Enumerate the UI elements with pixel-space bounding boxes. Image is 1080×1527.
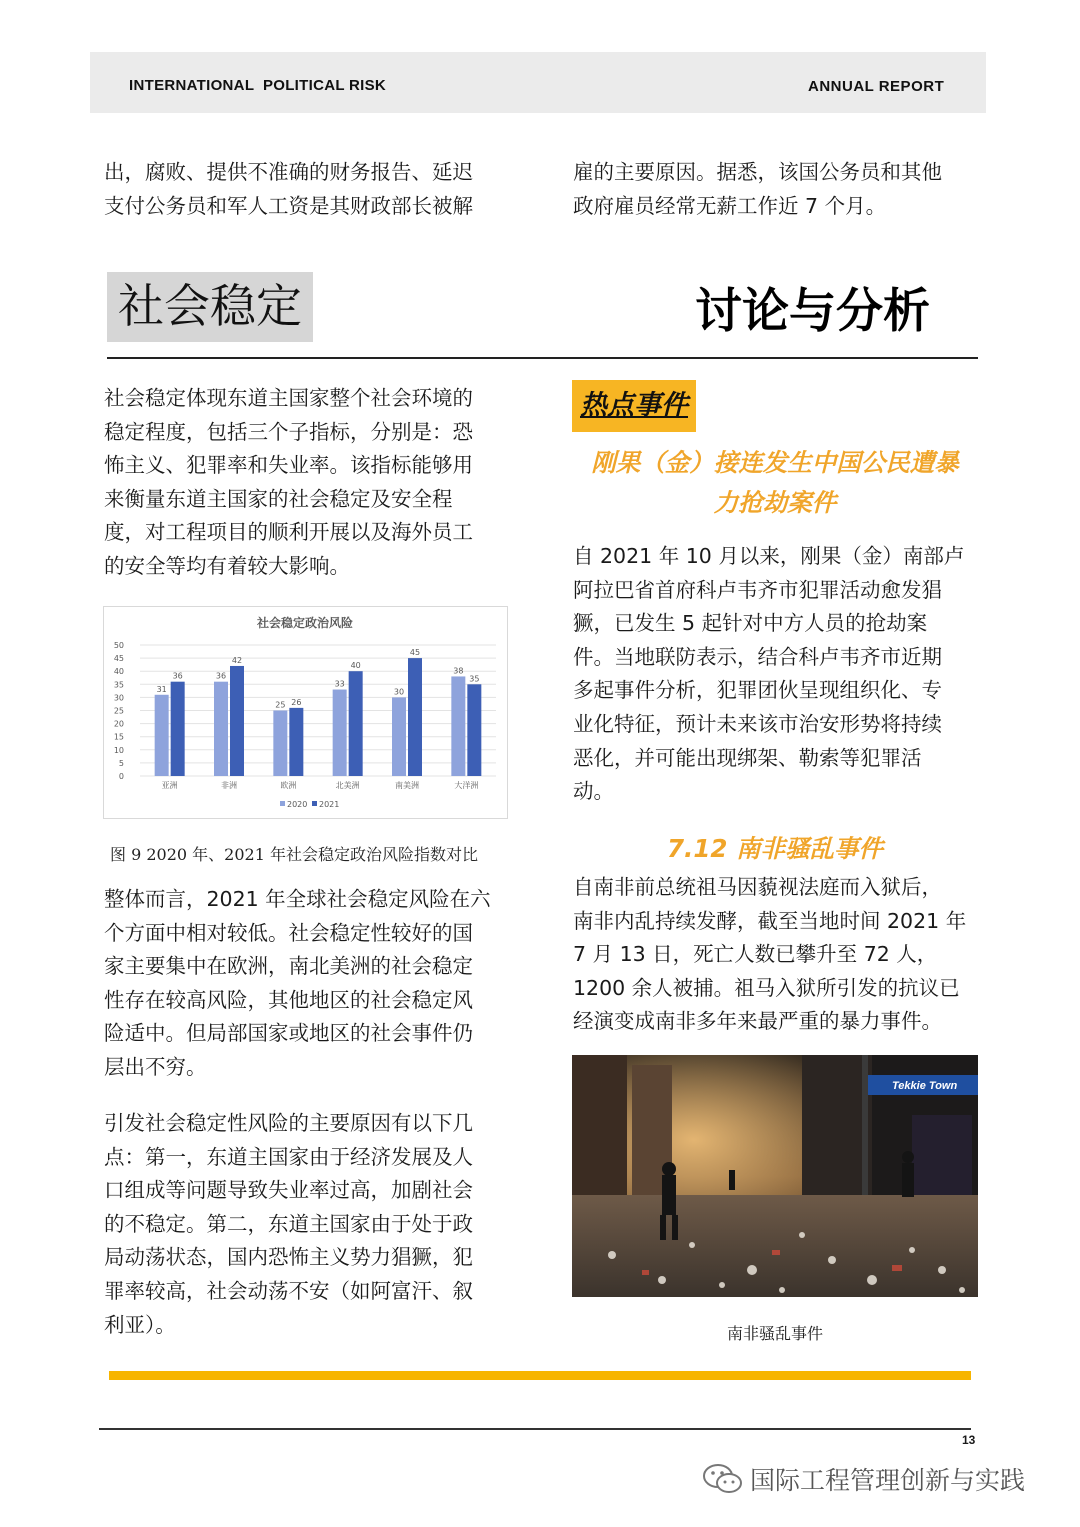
- data-label: 42: [231, 655, 243, 665]
- data-label: 40: [350, 661, 361, 671]
- data-label: 25: [275, 700, 286, 710]
- text-line: 局动荡状态，国内恐怖主义势力猖獗，犯: [104, 1245, 473, 1270]
- text-line: 点：第一，东道主国家由于经济发展及人: [104, 1144, 473, 1169]
- y-tick-label: 15: [113, 732, 124, 742]
- text-line: 南非内乱持续发酵，截至当地时间 2021 年: [573, 908, 967, 933]
- text-line: 来衡量东道主国家的社会稳定及安全程: [104, 486, 453, 511]
- y-tick-label: 50: [113, 641, 124, 650]
- data-label: 38: [453, 666, 464, 676]
- data-label: 33: [334, 679, 345, 689]
- text-line: 罪率较高，社会动荡不安（如阿富汗、叙: [104, 1278, 473, 1303]
- text-line: 家主要集中在欧洲，南北美洲的社会稳定: [104, 954, 473, 979]
- text-line: 自 2021 年 10 月以来，刚果（金）南部卢: [573, 544, 965, 568]
- text-line: 1200 余人被捕。祖马入狱所引发的抗议已: [573, 975, 960, 1000]
- accent-bar: [109, 1371, 971, 1380]
- event1-paragraph: [573, 540, 978, 809]
- figure-caption: 图 9 2020 年、2021 年社会稳定政治风险指数对比: [110, 845, 478, 864]
- x-tick-label: 非洲: [221, 781, 237, 790]
- text-line: 的不稳定。第二，东道主国家由于处于政: [104, 1211, 473, 1236]
- text-line: 口组成等问题导致失业率过高，加剧社会: [104, 1178, 473, 1203]
- wechat-icon: [702, 1462, 744, 1500]
- data-label: 36: [215, 671, 227, 681]
- riot-photo: [572, 1055, 978, 1297]
- shop-sign-text: Tekkie Town: [892, 1080, 958, 1092]
- report-type-title: ANNUAL REPORT: [808, 78, 945, 95]
- y-tick-label: 5: [118, 758, 124, 768]
- text-line: 政府雇员经常无薪工作近 7 个月。: [573, 193, 887, 218]
- legend-swatch: [312, 801, 317, 806]
- section-divider: [107, 357, 978, 359]
- chart-title: 社会稳定政治风险: [256, 616, 354, 630]
- y-tick-label: 10: [113, 745, 124, 755]
- bar-chart: [104, 607, 507, 818]
- x-tick-label: 南美洲: [395, 781, 419, 790]
- legend-label: 2020: [287, 800, 308, 809]
- text-line: 层出不穷。: [104, 1054, 207, 1079]
- text-line: 整体而言，2021 年全球社会稳定风险在六: [104, 887, 491, 911]
- bar-2020: [392, 697, 406, 776]
- text-line: 阿拉巴省首府科卢韦齐市犯罪活动愈发猖: [573, 577, 942, 602]
- text-line: 雇的主要原因。据悉，该国公务员和其他: [573, 160, 942, 184]
- y-tick-label: 40: [113, 667, 124, 677]
- text-line: 险适中。但局部国家或地区的社会事件仍: [104, 1021, 473, 1046]
- bar-2021: [467, 684, 481, 776]
- intro-paragraph: [104, 382, 506, 584]
- x-tick-label: 欧洲: [280, 781, 297, 790]
- y-tick-label: 20: [113, 719, 124, 729]
- data-label: 35: [469, 674, 480, 684]
- text-line: 业化特征，预计未来该市治安形势将持续: [573, 711, 942, 736]
- bar-2020: [333, 690, 347, 776]
- text-line: 社会稳定体现东道主国家整个社会环境的: [104, 386, 473, 410]
- text-line: 性存在较高风险，其他地区的社会稳定风: [104, 987, 473, 1012]
- y-tick-label: 0: [118, 772, 124, 781]
- footer-rule: [99, 1428, 971, 1430]
- bar-2021: [289, 708, 303, 776]
- x-tick-label: 大洋洲: [454, 781, 479, 790]
- text-line: 怖主义、犯罪率和失业率。该指标能够用: [104, 453, 473, 478]
- photo-caption: 南非骚乱事件: [726, 1324, 823, 1343]
- text-line: 獗，已发生 5 起针对中方人员的抢劫案: [573, 611, 928, 636]
- section-title: 社会稳定: [118, 279, 302, 333]
- text-line: 7 月 13 日，死亡人数已攀升至 72 人，: [573, 942, 938, 967]
- bar-2020: [214, 682, 228, 776]
- causes-paragraph: [104, 1107, 506, 1342]
- text-line: 支付公务员和军人工资是其财政部长被解: [104, 193, 473, 218]
- text-line: 个方面中相对较低。社会稳定性较好的国: [104, 920, 473, 945]
- text-line: 出，腐败、提供不准确的财务报告、延迟: [104, 160, 473, 184]
- bar-2020: [273, 711, 287, 777]
- legend-label: 2021: [319, 800, 340, 809]
- hot-events-label: 热点事件: [572, 380, 696, 432]
- bar-2020: [451, 676, 465, 776]
- chart-frame: [103, 606, 508, 819]
- bar-2021: [408, 658, 422, 776]
- bar-2021: [230, 666, 244, 776]
- data-label: 30: [393, 687, 405, 697]
- bar-2021: [349, 671, 363, 776]
- y-tick-label: 35: [113, 680, 124, 690]
- text-line: 动。: [573, 779, 614, 804]
- page-number: 13: [962, 1433, 976, 1447]
- x-tick-label: 亚洲: [161, 781, 178, 790]
- event2-title: 7.12 南非骚乱事件: [667, 834, 883, 863]
- bar-2020: [155, 695, 169, 776]
- street-scene-image: [572, 1055, 978, 1297]
- x-tick-label: 北美洲: [335, 781, 360, 790]
- text-line: 利亚）。: [104, 1312, 176, 1337]
- y-tick-label: 30: [113, 693, 124, 703]
- text-line: 多起事件分析，犯罪团伙呈现组织化、专: [573, 678, 942, 703]
- y-tick-label: 45: [113, 654, 124, 664]
- data-label: 26: [291, 697, 302, 707]
- event1-title: [572, 443, 978, 523]
- text-line: 稳定程度，包括三个子指标，分别是：恐: [104, 419, 473, 444]
- bar-2021: [171, 682, 185, 776]
- top-right-text: [573, 156, 978, 223]
- text-line: 恶化，并可能出现绑架、勒索等犯罪活: [573, 745, 922, 770]
- legend-swatch: [280, 801, 285, 806]
- report-series-title: INTERNATIONAL POLITICAL RISK: [129, 77, 387, 94]
- text-line: 度，对工程项目的顺利开展以及海外员工: [104, 520, 473, 545]
- event2-paragraph: [573, 871, 978, 1039]
- data-label: 45: [409, 648, 421, 658]
- text-line: 经演变成南非多年来最严重的暴力事件。: [573, 1009, 942, 1034]
- top-left-text: [104, 156, 506, 223]
- text-line: 的安全等均有着较大影响。: [104, 553, 350, 578]
- title-line: 刚果（金）接连发生中国公民遭暴: [591, 448, 959, 477]
- text-line: 引发社会稳定性风险的主要原因有以下几: [104, 1111, 473, 1135]
- y-tick-label: 25: [113, 706, 124, 716]
- watermark-text: 国际工程管理创新与实践: [750, 1466, 1026, 1495]
- text-line: 自南非前总统祖马因藐视法庭而入狱后，: [573, 875, 942, 899]
- title-line: 力抢劫案件: [713, 488, 837, 517]
- discussion-title: 讨论与分析: [695, 284, 930, 339]
- summary-paragraph: [104, 883, 506, 1085]
- data-label: 36: [172, 671, 183, 681]
- text-line: 件。当地联防表示，结合科卢韦齐市近期: [573, 644, 942, 669]
- data-label: 31: [156, 684, 167, 694]
